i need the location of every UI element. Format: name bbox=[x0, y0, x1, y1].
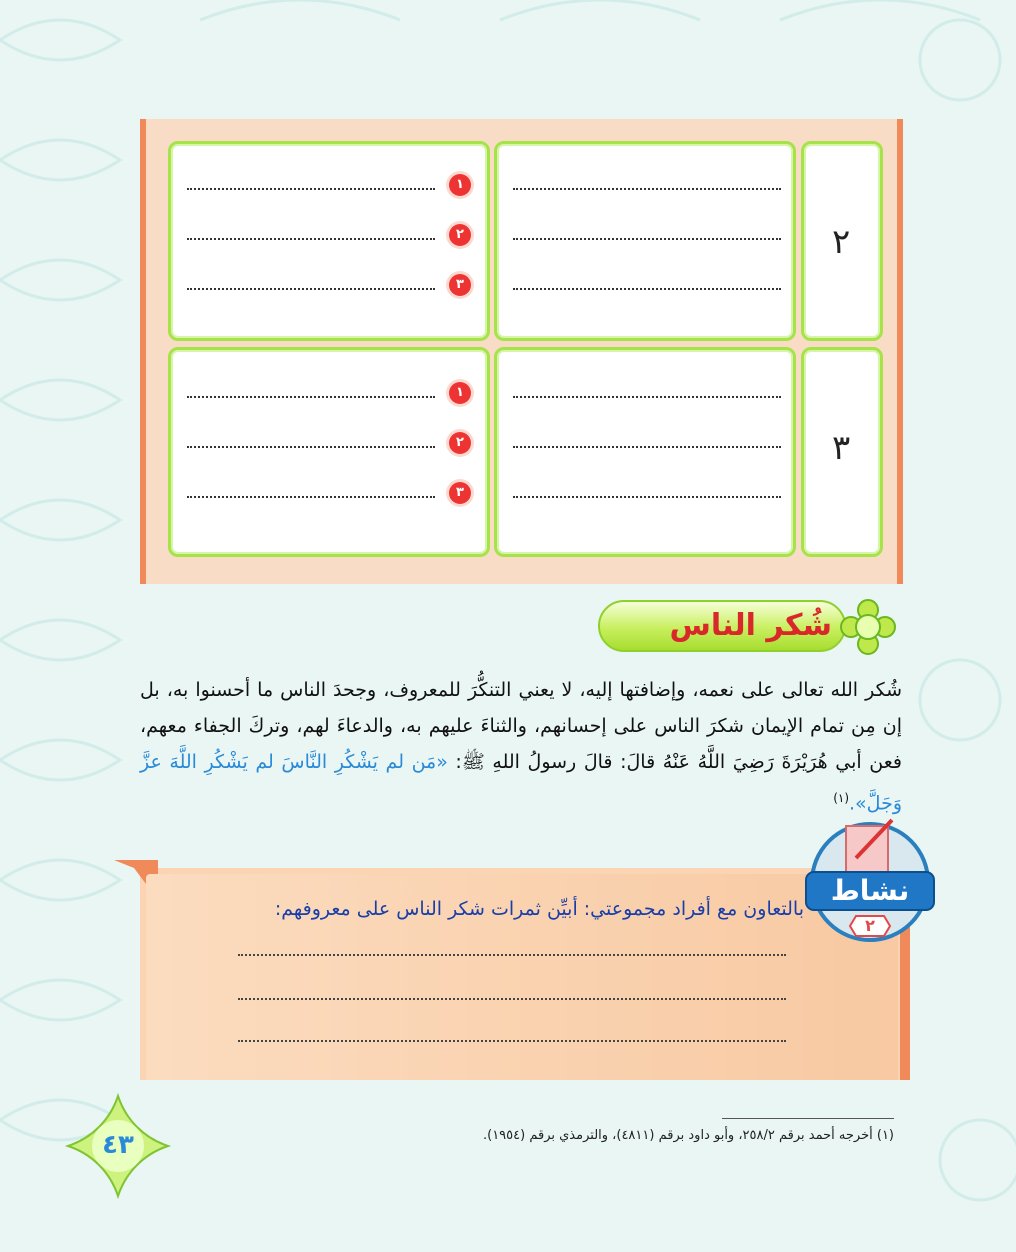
answer-cell[interactable] bbox=[168, 141, 490, 341]
answer-line[interactable] bbox=[513, 446, 781, 448]
answer-line[interactable] bbox=[513, 496, 781, 498]
answer-line[interactable] bbox=[513, 396, 781, 398]
row-number: ٢ bbox=[832, 222, 851, 262]
answer-line[interactable] bbox=[187, 496, 435, 498]
answer-line[interactable] bbox=[238, 954, 786, 956]
number-badge: ٣ bbox=[449, 482, 471, 504]
answer-cell[interactable] bbox=[168, 347, 490, 557]
row-number-cell bbox=[801, 141, 883, 341]
answer-line[interactable] bbox=[513, 238, 781, 240]
footnote-ref: (١) bbox=[833, 791, 850, 805]
answer-line[interactable] bbox=[513, 188, 781, 190]
flower-ornament-icon bbox=[838, 598, 898, 656]
row-number: ٣ bbox=[832, 428, 851, 468]
paragraph-text: شُكر الله تعالى على نعمه، وإضافتها إليه، لا يعني التنكُّرَ للمعروف، وجحدَ الناس ما أحسنوا به، بل إن مِن تمام الإيمان شكرَ الناس على إحسانهم، والثناءَ عليهم به، والدعاءَ لهم، وتركَ الجفاء معهم، فعن أبي هُرَيْرَةَ رَضِيَ اللَّهُ عَنْهُ قالَ: قالَ رسولُ اللهِ ﷺ: bbox=[140, 679, 902, 773]
page-number-ornament bbox=[64, 1092, 172, 1200]
footnote-divider bbox=[722, 1118, 894, 1119]
number-badge: ٢ bbox=[449, 432, 471, 454]
number-badge: ٣ bbox=[449, 274, 471, 296]
answer-line[interactable] bbox=[238, 1040, 786, 1042]
answer-line[interactable] bbox=[238, 998, 786, 1000]
body-paragraph bbox=[140, 672, 902, 821]
number-badge: ١ bbox=[449, 382, 471, 404]
section-title-text: شُكر الناس bbox=[669, 608, 832, 643]
page-number: ٤٣ bbox=[102, 1130, 134, 1160]
activity-box bbox=[140, 868, 904, 1080]
hadith-quote: «مَن لم يَشْكُرِ النَّاسَ لم يَشْكُرِ اللَّهَ عزَّ وَجَلَّ». bbox=[140, 751, 902, 815]
footnote: (١) أخرجه أحمد برقم ٢٥٨/٢، وأبو داود برقم (٤٨١١)، والترمذي برقم (١٩٥٤). bbox=[482, 1128, 894, 1143]
number-badge: ٢ bbox=[449, 224, 471, 246]
activity-inner bbox=[146, 874, 898, 1080]
answer-line[interactable] bbox=[187, 288, 435, 290]
section-title bbox=[598, 598, 898, 656]
activity-badge-label: نشاط bbox=[830, 874, 910, 907]
answer-line[interactable] bbox=[513, 288, 781, 290]
answer-line[interactable] bbox=[187, 188, 435, 190]
activity-question: بالتعاون مع أفراد مجموعتي: أبيِّن ثمرات شكر الناس على معروفهم: bbox=[274, 898, 804, 920]
answer-cell[interactable] bbox=[494, 141, 796, 341]
activity-badge-number: ٢ bbox=[865, 916, 875, 935]
activity-badge bbox=[800, 812, 940, 944]
answer-line[interactable] bbox=[187, 446, 435, 448]
row-number-cell bbox=[801, 347, 883, 557]
answer-line[interactable] bbox=[187, 396, 435, 398]
answer-line[interactable] bbox=[187, 238, 435, 240]
answer-cell[interactable] bbox=[494, 347, 796, 557]
number-badge: ١ bbox=[449, 174, 471, 196]
answer-table bbox=[140, 119, 903, 584]
